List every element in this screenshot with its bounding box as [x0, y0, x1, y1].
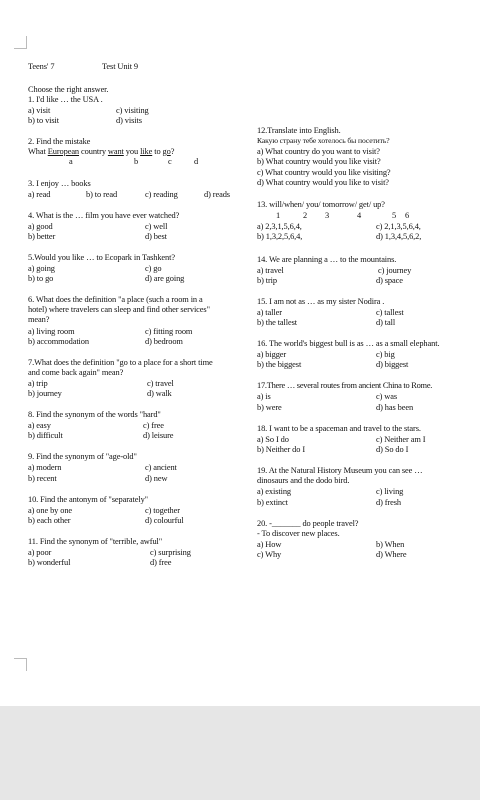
q18-stem: 18. I want to be a spaceman and travel to the stars.	[257, 424, 421, 433]
q13-stem: 13. will/when/ you/ tomorrow/ get/ up?	[257, 200, 385, 209]
q8-option-b: b) difficult	[28, 431, 63, 440]
q15-option-b: b) the tallest	[257, 318, 297, 327]
q14-option-c: c) journey	[378, 266, 412, 275]
q19-option-d: d) fresh	[376, 498, 402, 507]
q19-stem-line-2: dinosaurs and the dodo bird.	[257, 476, 350, 485]
q2-label-d: d	[194, 157, 199, 166]
q14-option-d: d) space	[376, 276, 403, 285]
q12-stem: 12.Translate into English.	[257, 126, 341, 135]
q4-stem: 4. What is the … film you have ever watched?	[28, 211, 180, 220]
instruction: Choose the right answer.	[28, 85, 109, 94]
q5-option-c: c) go	[145, 264, 162, 273]
q5-stem: 5.Would you like … to Ecopark in Tashkent?	[28, 253, 175, 262]
q8-stem: 8. Find the synonym of the words "hard"	[28, 410, 161, 419]
q19-option-a: a) existing	[257, 487, 292, 496]
q10-option-d: d) colourful	[145, 516, 184, 525]
q2-label-b: b	[134, 157, 139, 166]
q2-stem: 2. Find the mistake	[28, 137, 91, 146]
q4-option-a: a) good	[28, 222, 53, 231]
q5-option-d: d) are going	[145, 274, 185, 283]
q3-option-b: b) to read	[86, 190, 118, 199]
q8-option-c: c) free	[143, 421, 164, 430]
q7-stem-line-1: 7.What does the definition "go to a place for a short time	[28, 358, 213, 367]
q9-option-d: d) new	[145, 474, 168, 483]
q4-option-d: d) best	[145, 232, 167, 241]
q12-option-a: a) What country do you want to visit?	[257, 147, 380, 156]
q13-number-4: 4	[357, 211, 362, 220]
q18-option-c: c) Neither am I	[376, 435, 426, 444]
q19-option-b: b) extinct	[257, 498, 288, 507]
q11-option-a: a) poor	[28, 548, 52, 557]
q9-option-a: a) modern	[28, 463, 62, 472]
book-title: Teens' 7	[28, 62, 55, 71]
q19-option-c: c) living	[376, 487, 404, 496]
q17-stem: 17.There … several routes from ancient China to Rome.	[257, 381, 433, 390]
q16-option-a: a) bigger	[257, 350, 287, 359]
q12-option-d: d) What country would you like to visit?	[257, 178, 389, 187]
q6-option-b: b) accommodation	[28, 337, 89, 346]
q8-option-a: a) easy	[28, 421, 51, 430]
q5-option-a: a) going	[28, 264, 55, 273]
q17-option-d: d) has been	[376, 403, 414, 412]
q10-option-a: a) one by one	[28, 506, 73, 515]
q9-option-c: c) ancient	[145, 463, 177, 472]
q11-option-c: c) surprising	[150, 548, 191, 557]
q13-option-b: b) 1,3,2,5,6,4,	[257, 232, 303, 241]
q16-option-b: b) the biggest	[257, 360, 302, 369]
q10-option-b: b) each other	[28, 516, 71, 525]
q4-option-c: c) well	[145, 222, 168, 231]
q11-option-b: b) wonderful	[28, 558, 71, 567]
q10-stem: 10. Find the antonym of "separately"	[28, 495, 148, 504]
q12-russian-sentence: Какую страну тебе хотелось бы посетить?	[257, 136, 390, 145]
q17-option-b: b) were	[257, 403, 282, 412]
test-title: Test Unit 9	[102, 62, 138, 71]
q6-option-d: d) bedroom	[145, 337, 183, 346]
q20-option-a: a) How	[257, 540, 282, 549]
q17-option-a: a) is	[257, 392, 271, 401]
q2-sentence: What European country want you like to go?	[28, 147, 175, 156]
q17-option-c: c) was	[376, 392, 398, 401]
q13-number-2: 2	[303, 211, 308, 220]
q13-number-3: 3	[325, 211, 330, 220]
q15-option-c: c) tallest	[376, 308, 404, 317]
q20-option-d: d) Where	[376, 550, 407, 559]
q5-option-b: b) to go	[28, 274, 54, 283]
q6-option-c: c) fitting room	[145, 327, 193, 336]
q6-option-a: a) living room	[28, 327, 75, 336]
q16-option-c: c) big	[376, 350, 395, 359]
q15-stem: 15. I am not as … as my sister Nodira .	[257, 297, 385, 306]
q2-label-a: a	[69, 157, 73, 166]
q7-option-a: a) trip	[28, 379, 48, 388]
q1-option-d: d) visits	[116, 116, 142, 125]
q13-option-c: c) 2,1,3,5,6,4,	[376, 222, 421, 231]
q20-option-b: b) When	[376, 540, 405, 549]
page-corner-mark-top	[14, 36, 27, 49]
q13-option-d: d) 1,3,4,5,6,2,	[376, 232, 422, 241]
q20-option-c: c) Why	[257, 550, 282, 559]
q16-stem: 16. The world's biggest bull is as … as a small elephant.	[257, 339, 440, 348]
q10-option-c: c) together	[145, 506, 180, 515]
q3-option-d: d) reads	[204, 190, 230, 199]
q15-option-a: a) taller	[257, 308, 282, 317]
q13-number-5: 5	[392, 211, 397, 220]
page-corner-mark-bottom	[14, 658, 27, 671]
q16-option-d: d) biggest	[376, 360, 409, 369]
q14-option-a: a) travel	[257, 266, 284, 275]
q7-option-d: d) walk	[147, 389, 172, 398]
q14-stem: 14. We are planning a … to the mountains.	[257, 255, 397, 264]
q1-option-b: b) to visit	[28, 116, 60, 125]
q13-option-a: a) 2,3,1,5,6,4,	[257, 222, 302, 231]
q3-option-c: c) reading	[145, 190, 178, 199]
q6-stem-line-3: mean?	[28, 315, 50, 324]
q12-option-c: c) What country would you like visiting?	[257, 168, 391, 177]
q11-option-d: d) free	[150, 558, 172, 567]
q20-stem-line-1: 20. -_______ do people travel?	[257, 519, 359, 528]
q13-number-6: 6	[405, 211, 410, 220]
q7-option-c: c) travel	[147, 379, 174, 388]
q9-option-b: b) recent	[28, 474, 57, 483]
q9-stem: 9. Find the synonym of "age-old"	[28, 452, 137, 461]
q3-option-a: a) read	[28, 190, 51, 199]
q7-option-b: b) journey	[28, 389, 62, 398]
q6-stem-line-1: 6. What does the definition "a place (such a room in a	[28, 295, 203, 304]
q7-stem-line-2: and come back again" mean?	[28, 368, 124, 377]
q1-stem: 1. I'd like … the USA .	[28, 95, 103, 104]
q14-option-b: b) trip	[257, 276, 278, 285]
q6-stem-line-2: hotel) where travelers can sleep and find other services"	[28, 305, 210, 314]
q2-label-c: c	[168, 157, 172, 166]
q19-stem-line-1: 19. At the Natural History Museum you can see …	[257, 466, 423, 475]
q13-number-1: 1	[276, 211, 281, 220]
q18-option-a: a) So I do	[257, 435, 289, 444]
q20-stem-line-2: - To discover new places.	[257, 529, 340, 538]
q4-option-b: b) better	[28, 232, 56, 241]
q8-option-d: d) leisure	[143, 431, 174, 440]
q12-option-b: b) What country would you like visit?	[257, 157, 381, 166]
q18-option-d: d) So do I	[376, 445, 409, 454]
q3-stem: 3. I enjoy … books	[28, 179, 91, 188]
q1-option-c: c) visiting	[116, 106, 149, 115]
q11-stem: 11. Find the synonym of "terrible, awful"	[28, 537, 163, 546]
q18-option-b: b) Neither do I	[257, 445, 306, 454]
q15-option-d: d) tall	[376, 318, 396, 327]
q1-option-a: a) visit	[28, 106, 51, 115]
